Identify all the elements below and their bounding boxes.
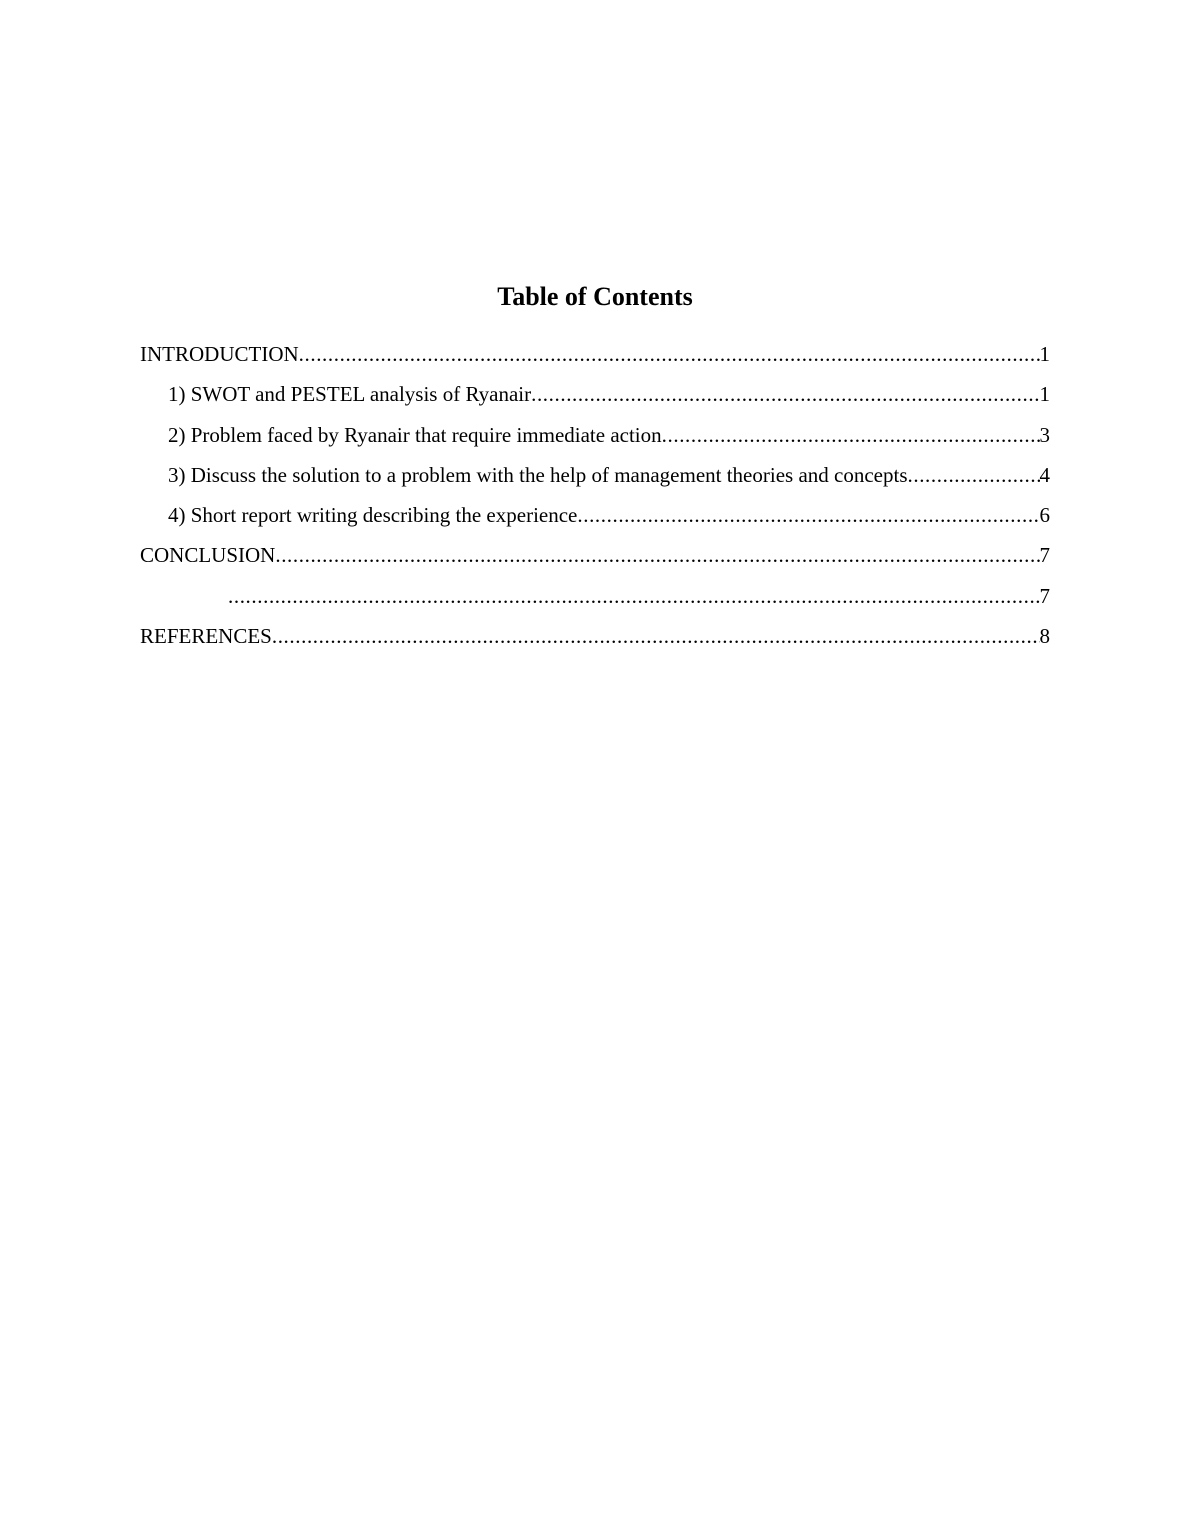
toc-entry-problem[interactable]	[140, 419, 1050, 459]
toc-dot-leader	[908, 459, 1040, 491]
toc-entry-short-report[interactable]	[140, 499, 1050, 539]
toc-page-number: 4	[1039, 462, 1050, 487]
toc-dot-leader	[275, 539, 1039, 571]
toc-entry-label: 4) Short report writing describing the experience	[168, 503, 578, 528]
toc-entry-label: 1) SWOT and PESTEL analysis of Ryanair	[168, 382, 532, 407]
toc-page-number: 3	[1039, 422, 1050, 447]
toc-entry-label: 3) Discuss the solution to a problem with the help of management theories and concepts	[168, 462, 908, 487]
toc-entry-swot-pestel[interactable]	[140, 378, 1050, 418]
toc-dot-leader	[299, 338, 1040, 370]
toc-entry-label: REFERENCES	[140, 624, 272, 649]
toc-dot-leader	[662, 419, 1040, 451]
toc-entry-references[interactable]	[140, 620, 1050, 660]
toc-page-number: 6	[1039, 503, 1050, 528]
toc-list	[140, 338, 1050, 660]
toc-entry-solution[interactable]	[140, 459, 1050, 499]
toc-page-number: 8	[1039, 624, 1050, 649]
toc-entry-label: 2) Problem faced by Ryanair that require immediate action	[168, 422, 662, 447]
toc-title: Table of Contents	[497, 282, 693, 311]
toc-dot-leader	[531, 378, 1039, 410]
toc-entry-conclusion[interactable]	[140, 539, 1050, 579]
toc-page-number: 1	[1039, 342, 1050, 366]
toc-entry-label: INTRODUCTION	[140, 342, 299, 366]
toc-page-number: 7	[1039, 583, 1050, 608]
toc-dot-leader	[577, 499, 1039, 531]
toc-entry-untitled[interactable]	[140, 580, 1050, 620]
toc-entry-introduction[interactable]	[140, 338, 1050, 378]
toc-page-number: 7	[1039, 543, 1050, 568]
toc-dot-leader	[272, 620, 1040, 652]
toc-page-number: 1	[1039, 382, 1050, 407]
toc-entry-label: CONCLUSION	[140, 543, 276, 568]
toc-dot-leader	[228, 580, 1040, 612]
